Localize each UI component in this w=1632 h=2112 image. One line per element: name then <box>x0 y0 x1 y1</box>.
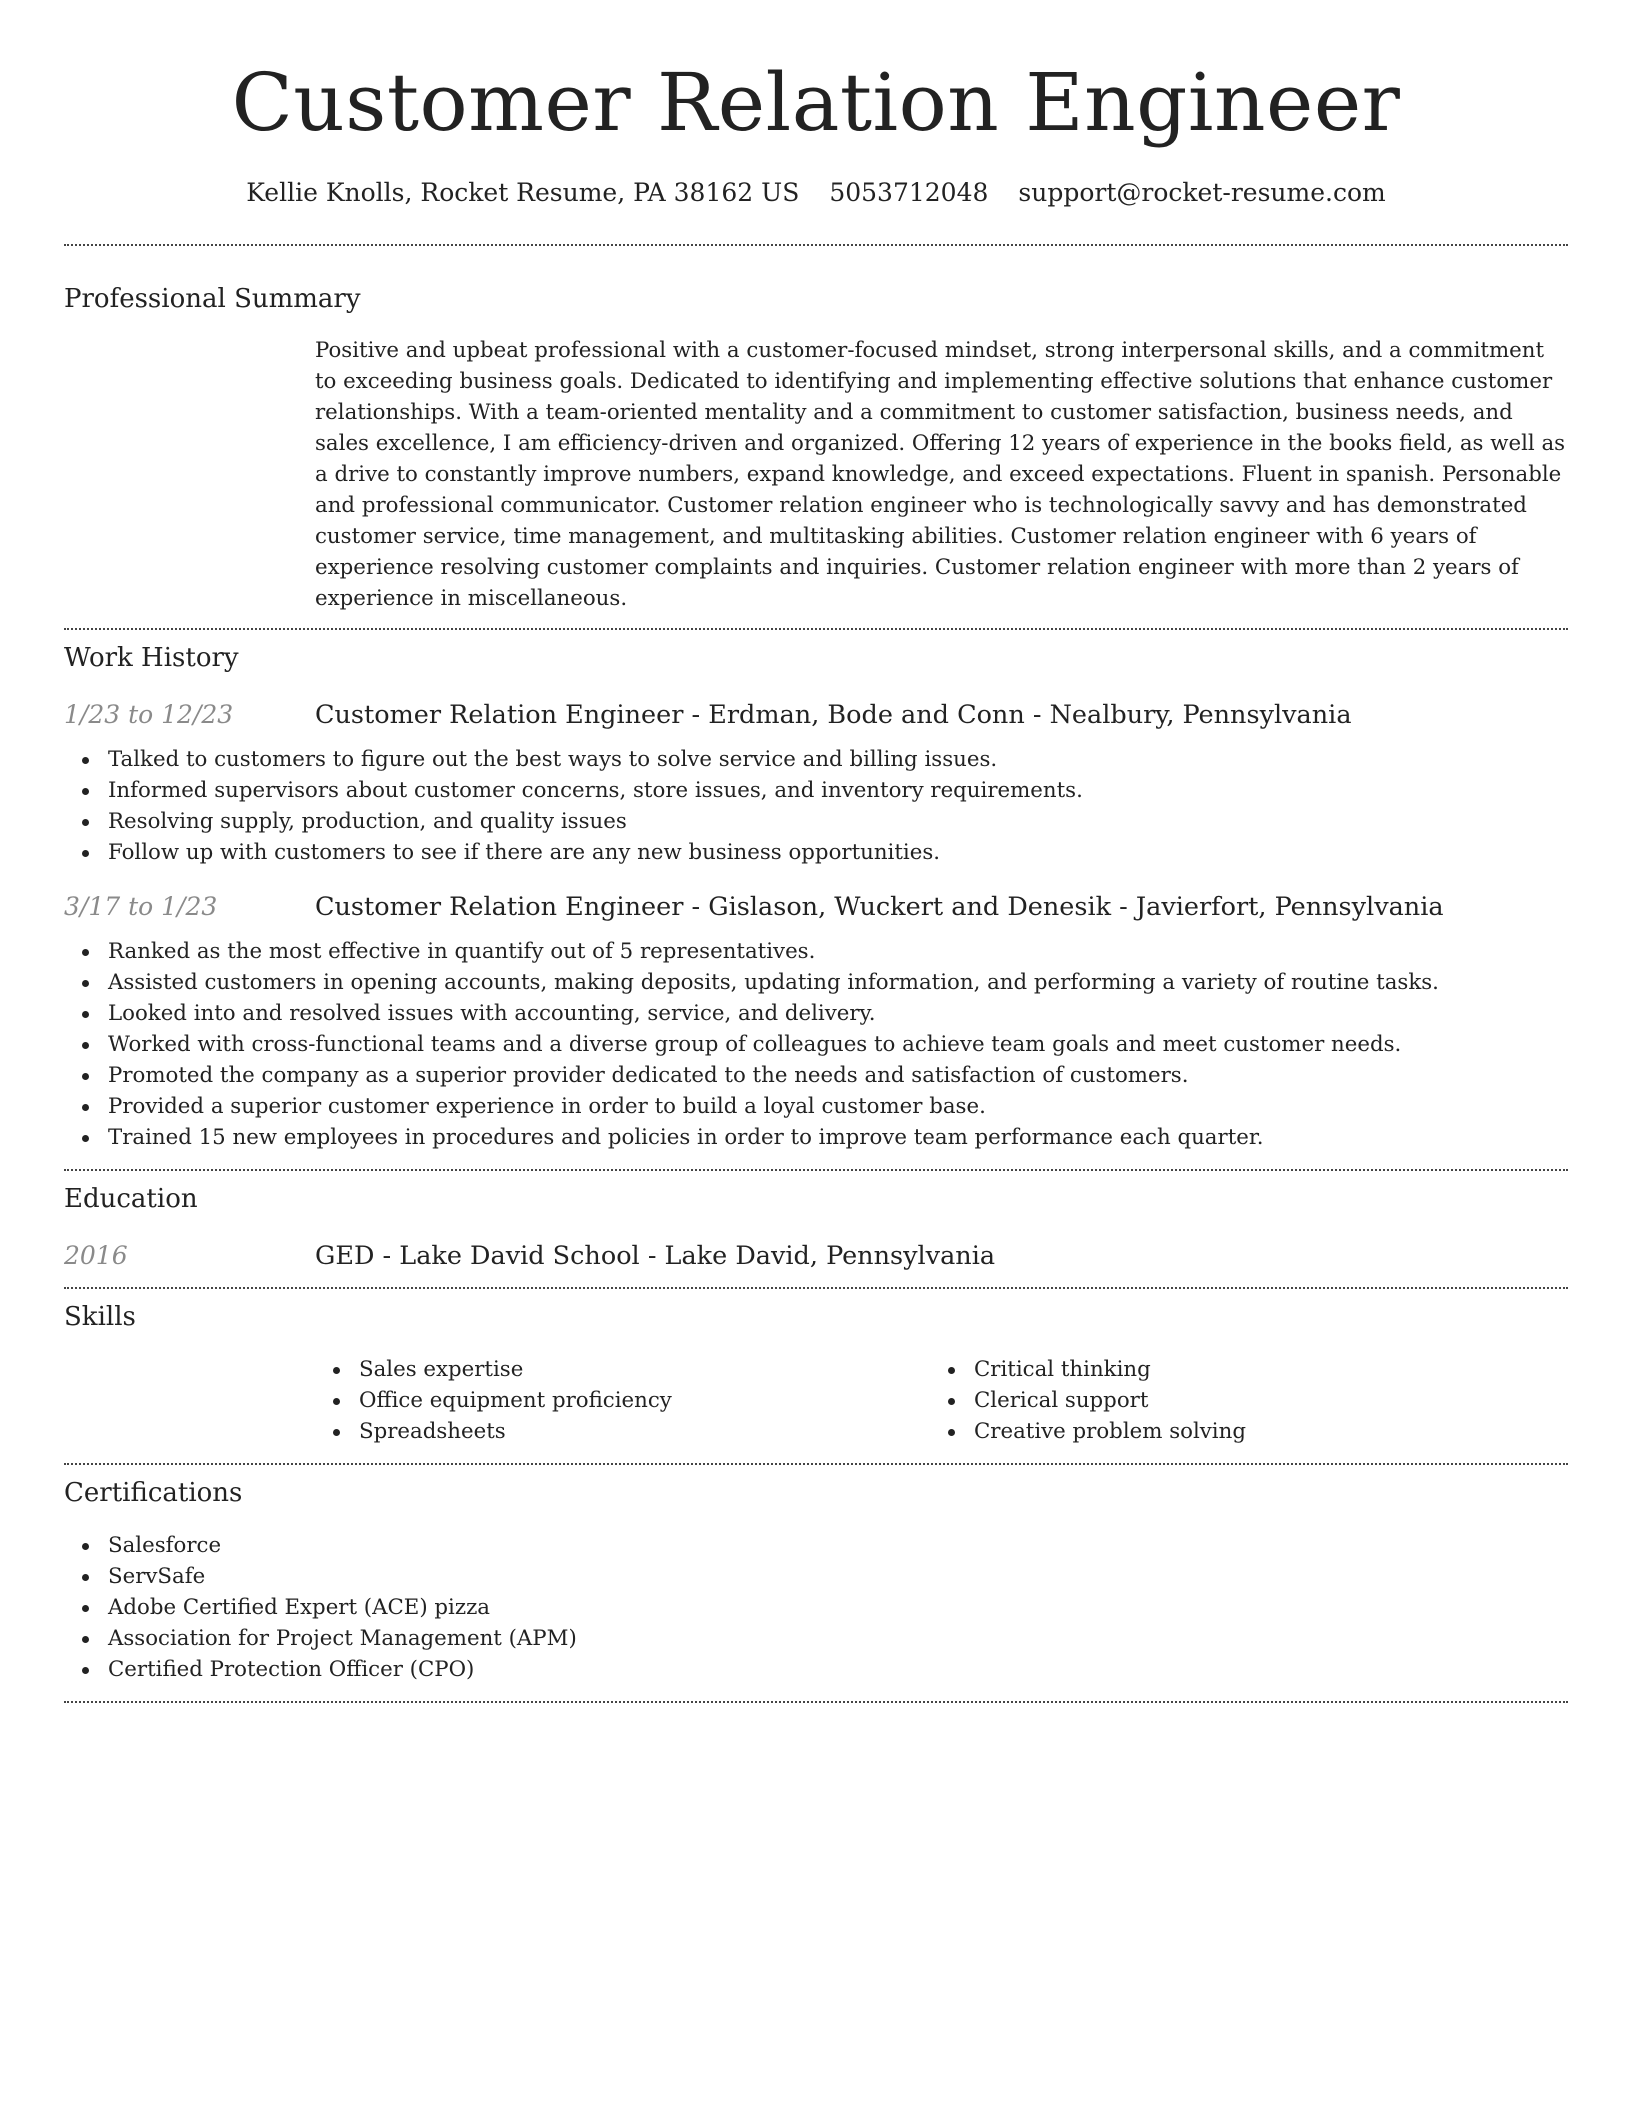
job-title: Customer Relation Engineer - Erdman, Bode and Conn - Nealbury, Pennsylvania <box>315 700 1352 730</box>
summary-text: Positive and upbeat professional with a customer-focused mindset, strong interpersonal skills, and a commitment to exceeding business goals. Dedicated to identifying and implementing effective solutions that enhance customer relationships. With a team-oriented mentality and a commitment to customer satisfaction, business needs, and sales excellence, I am efficiency-driven and organized. Offering 12 years of experience in the books field, as well as a drive to constantly improve numbers, expand knowledge, and exceed expectations. Fluent in spanish. Personable and professional communicator. Customer relation engineer who is technologically savvy and has demonstrated customer service, time management, and multitasking abilities. Customer relation engineer with 6 years of experience resolving customer complaints and inquiries. Customer relation engineer with more than 2 years of experience in miscellaneous. <box>315 338 1566 611</box>
contact-phone: 5053712048 <box>829 178 989 207</box>
education-section <box>64 1171 1568 1273</box>
list-item: Association for Project Management (APM) <box>64 1623 1568 1654</box>
list-item: Trained 15 new employees in procedures and policies in order to improve team performance each quarter. <box>64 1122 1568 1153</box>
list-item: Ranked as the most effective in quantify out of 5 representatives. <box>64 936 1568 967</box>
list-item: Resolving supply, production, and quality issues <box>64 806 1568 837</box>
list-item: Certified Protection Officer (CPO) <box>64 1654 1568 1685</box>
list-item: Salesforce <box>64 1530 1568 1561</box>
section-divider <box>64 1701 1568 1703</box>
list-item: Office equipment proficiency <box>315 1385 930 1416</box>
certifications-section <box>64 1465 1568 1685</box>
list-item: Adobe Certified Expert (ACE) pizza <box>64 1592 1568 1623</box>
list-item: Spreadsheets <box>315 1416 930 1447</box>
list-item: Assisted customers in opening accounts, making deposits, updating information, and performing a variety of routine tasks. <box>64 967 1568 998</box>
list-item: Promoted the company as a superior provider dedicated to the needs and satisfaction of customers. <box>64 1060 1568 1091</box>
work-history-section <box>64 630 1568 1153</box>
job-bullets <box>64 744 1568 868</box>
work-history-heading: Work History <box>64 643 239 673</box>
resume-title: Customer Relation Engineer <box>231 56 1401 149</box>
job-bullets <box>64 936 1568 1153</box>
job-entry <box>64 698 1568 868</box>
education-entry: GED - Lake David School - Lake David, Pennsylvania <box>315 1241 996 1271</box>
job-entry <box>64 890 1568 1153</box>
skills-grid <box>315 1354 1568 1447</box>
list-item: Looked into and resolved issues with accounting, service, and delivery. <box>64 998 1568 1029</box>
certifications-list <box>64 1530 1568 1685</box>
skills-column-right <box>930 1354 1545 1447</box>
contact-line <box>64 176 1568 210</box>
contact-address: Kellie Knolls, Rocket Resume, PA 38162 US <box>246 178 800 207</box>
job-dates: 3/17 to 1/23 <box>64 892 218 921</box>
job-title: Customer Relation Engineer - Gislason, Wuckert and Denesik - Javierfort, Pennsylvania <box>315 892 1444 922</box>
job-dates: 1/23 to 12/23 <box>64 700 234 729</box>
skills-section <box>64 1289 1568 1447</box>
summary-heading: Professional Summary <box>64 284 361 314</box>
skills-heading: Skills <box>64 1302 136 1332</box>
list-item: Critical thinking <box>930 1354 1545 1385</box>
resume-header <box>64 0 1568 210</box>
education-heading: Education <box>64 1184 198 1214</box>
list-item: Creative problem solving <box>930 1416 1545 1447</box>
skills-column-left <box>315 1354 930 1447</box>
education-year: 2016 <box>64 1241 128 1270</box>
list-item: ServSafe <box>64 1561 1568 1592</box>
list-item: Sales expertise <box>315 1354 930 1385</box>
list-item: Informed supervisors about customer concerns, store issues, and inventory requirements. <box>64 775 1568 806</box>
summary-section <box>64 246 1568 614</box>
list-item: Talked to customers to figure out the best ways to solve service and billing issues. <box>64 744 1568 775</box>
certifications-heading: Certifications <box>64 1478 243 1508</box>
list-item: Worked with cross-functional teams and a diverse group of colleagues to achieve team goals and meet customer needs. <box>64 1029 1568 1060</box>
list-item: Follow up with customers to see if there are any new business opportunities. <box>64 837 1568 868</box>
contact-email: support@rocket-resume.com <box>1018 178 1386 207</box>
list-item: Provided a superior customer experience in order to build a loyal customer base. <box>64 1091 1568 1122</box>
list-item: Clerical support <box>930 1385 1545 1416</box>
